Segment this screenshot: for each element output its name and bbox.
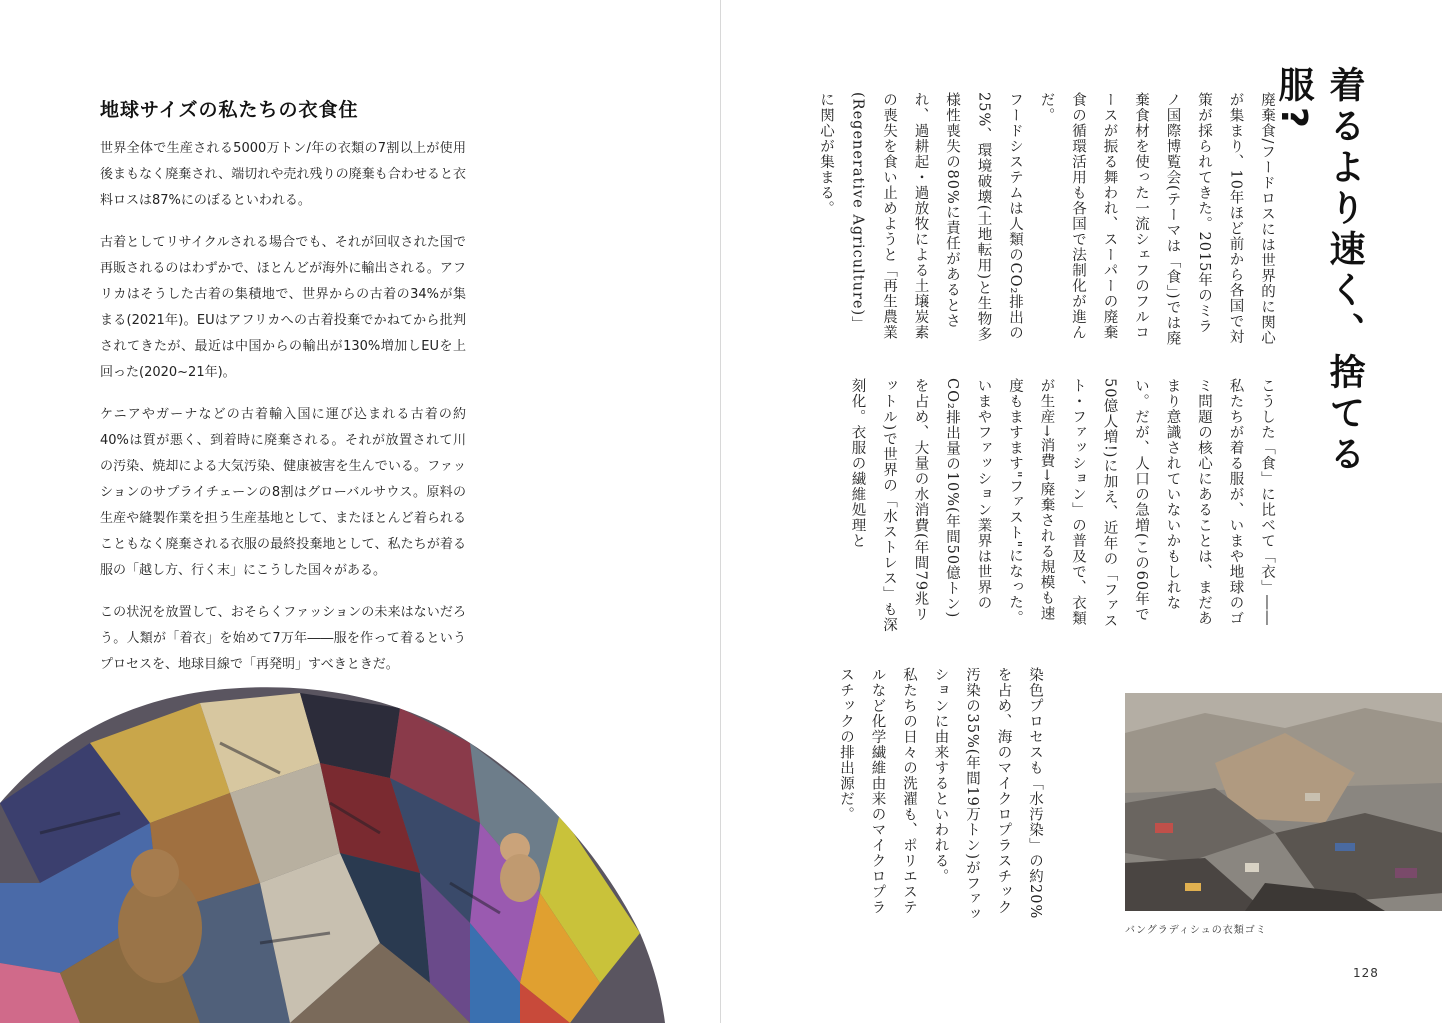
- left-page: [0, 0, 720, 1023]
- headline: 着るより速く、捨てる服?: [1273, 66, 1365, 476]
- paragraph-3: ケニアやガーナなどの古着輸入国に運び込まれる古着の約40%は質が悪く、到着時に廃棄される。それが放置されて川の汚染、焼却による大気汚染、健康被害を生んでいる。ファッションのサプライチェーンの8割はグローバルサウス。原料の生産や縫製作業を担う生産基地として、またほとんど着られることもなく廃棄される衣服の最終投棄地として、私たちが着る服の「越し方、行く末」にこうした国々がある。: [100, 407, 466, 578]
- column-title: 地球サイズの私たちの衣食住: [100, 99, 359, 121]
- text-block-1: [810, 92, 1283, 347]
- photo-caption: バングラディシュの衣類ゴミ: [1125, 925, 1267, 936]
- block-2-paragraph-1: こうした「食」に比べて「衣」――私たちが着る服が、いまや地球のゴミ問題の核心にあることは、まだあまり意識されていないかもしれない。だが、人口の急増(この60年で50億人増!)に加え、近年の「ファスト・ファッション」の普及で、衣類が生産→消費→廃棄される規模も速度もますます"ファスト"になった。: [1007, 378, 1275, 629]
- block-3-paragraph-1: 染色プロセスも「水汚染」の約20%を占め、海のマイクロプラスチック汚染の35%(年間19万トン)がファッションに由来するといわれる。: [932, 667, 1043, 922]
- block-1-paragraph-1: 廃棄食/フードロスには世界的に関心が集まり、10年ほど前から各国で対策が採られてきた。2015年のミラノ国際博覧会(テーマは「食」)では廃棄食材を使った一流シェフのフルコースが振る舞われ、スーパーの廃棄食の循環活用も各国で法制化が進んだ。: [1038, 92, 1275, 347]
- page-number: 128: [1353, 966, 1379, 980]
- text-block-3: [830, 667, 1051, 922]
- block-3-paragraph-2: 私たちの日々の洗濯も、ポリエステルなど化学繊維由来のマイクロプラスチックの排出源だ。: [838, 667, 917, 915]
- paragraph-1: 世界全体で生産される5000万トン/年の衣類の7割以上が使用後まもなく廃棄され、端切れや売れ残りの廃棄も合わせると衣料ロスは87%にのぼるといわれる。: [100, 141, 466, 208]
- column-body: [100, 136, 466, 694]
- paragraph-2: 古着としてリサイクルされる場合でも、それが回収された国で再販されるのはわずかで、ほとんどが海外に輸出される。アフリカはそうした古着の集積地で、世界からの古着の34%が集まる(2021年)。EUはアフリカへの古着投棄でかねてから批判されてきたが、最近は中国からの輸出が130%増加しEUを上回った(2020~21年)。: [100, 235, 466, 380]
- right-page: [721, 0, 1442, 1023]
- paragraph-4: この状況を放置して、おそらくファッションの未来はないだろう。人類が「着衣」を始めて7万年――服を作って着るというプロセスを、地球目線で「再発明」すべきときだ。: [100, 605, 466, 672]
- block-2-paragraph-2: いまやファッション業界は世界のCO₂排出量の10%(年間50億トン)を占め、大量の水消費(年間79兆リットル)で世界の「水ストレス」も深刻化。衣服の繊維処理と: [849, 378, 992, 633]
- block-1-paragraph-2: フードシステムは人類のCO₂排出の25%、環境破壊(土地転用)と生物多様性喪失の80%に責任があるとされ、過耕起・過放牧による土壌炭素の喪失を食い止めようと「再生農業(Regenerative Agriculture)」に関心が集まる。: [818, 92, 1023, 343]
- text-block-2: [841, 378, 1282, 633]
- landfill-photo: [1125, 693, 1442, 911]
- clothes-pile-image: [0, 683, 665, 1023]
